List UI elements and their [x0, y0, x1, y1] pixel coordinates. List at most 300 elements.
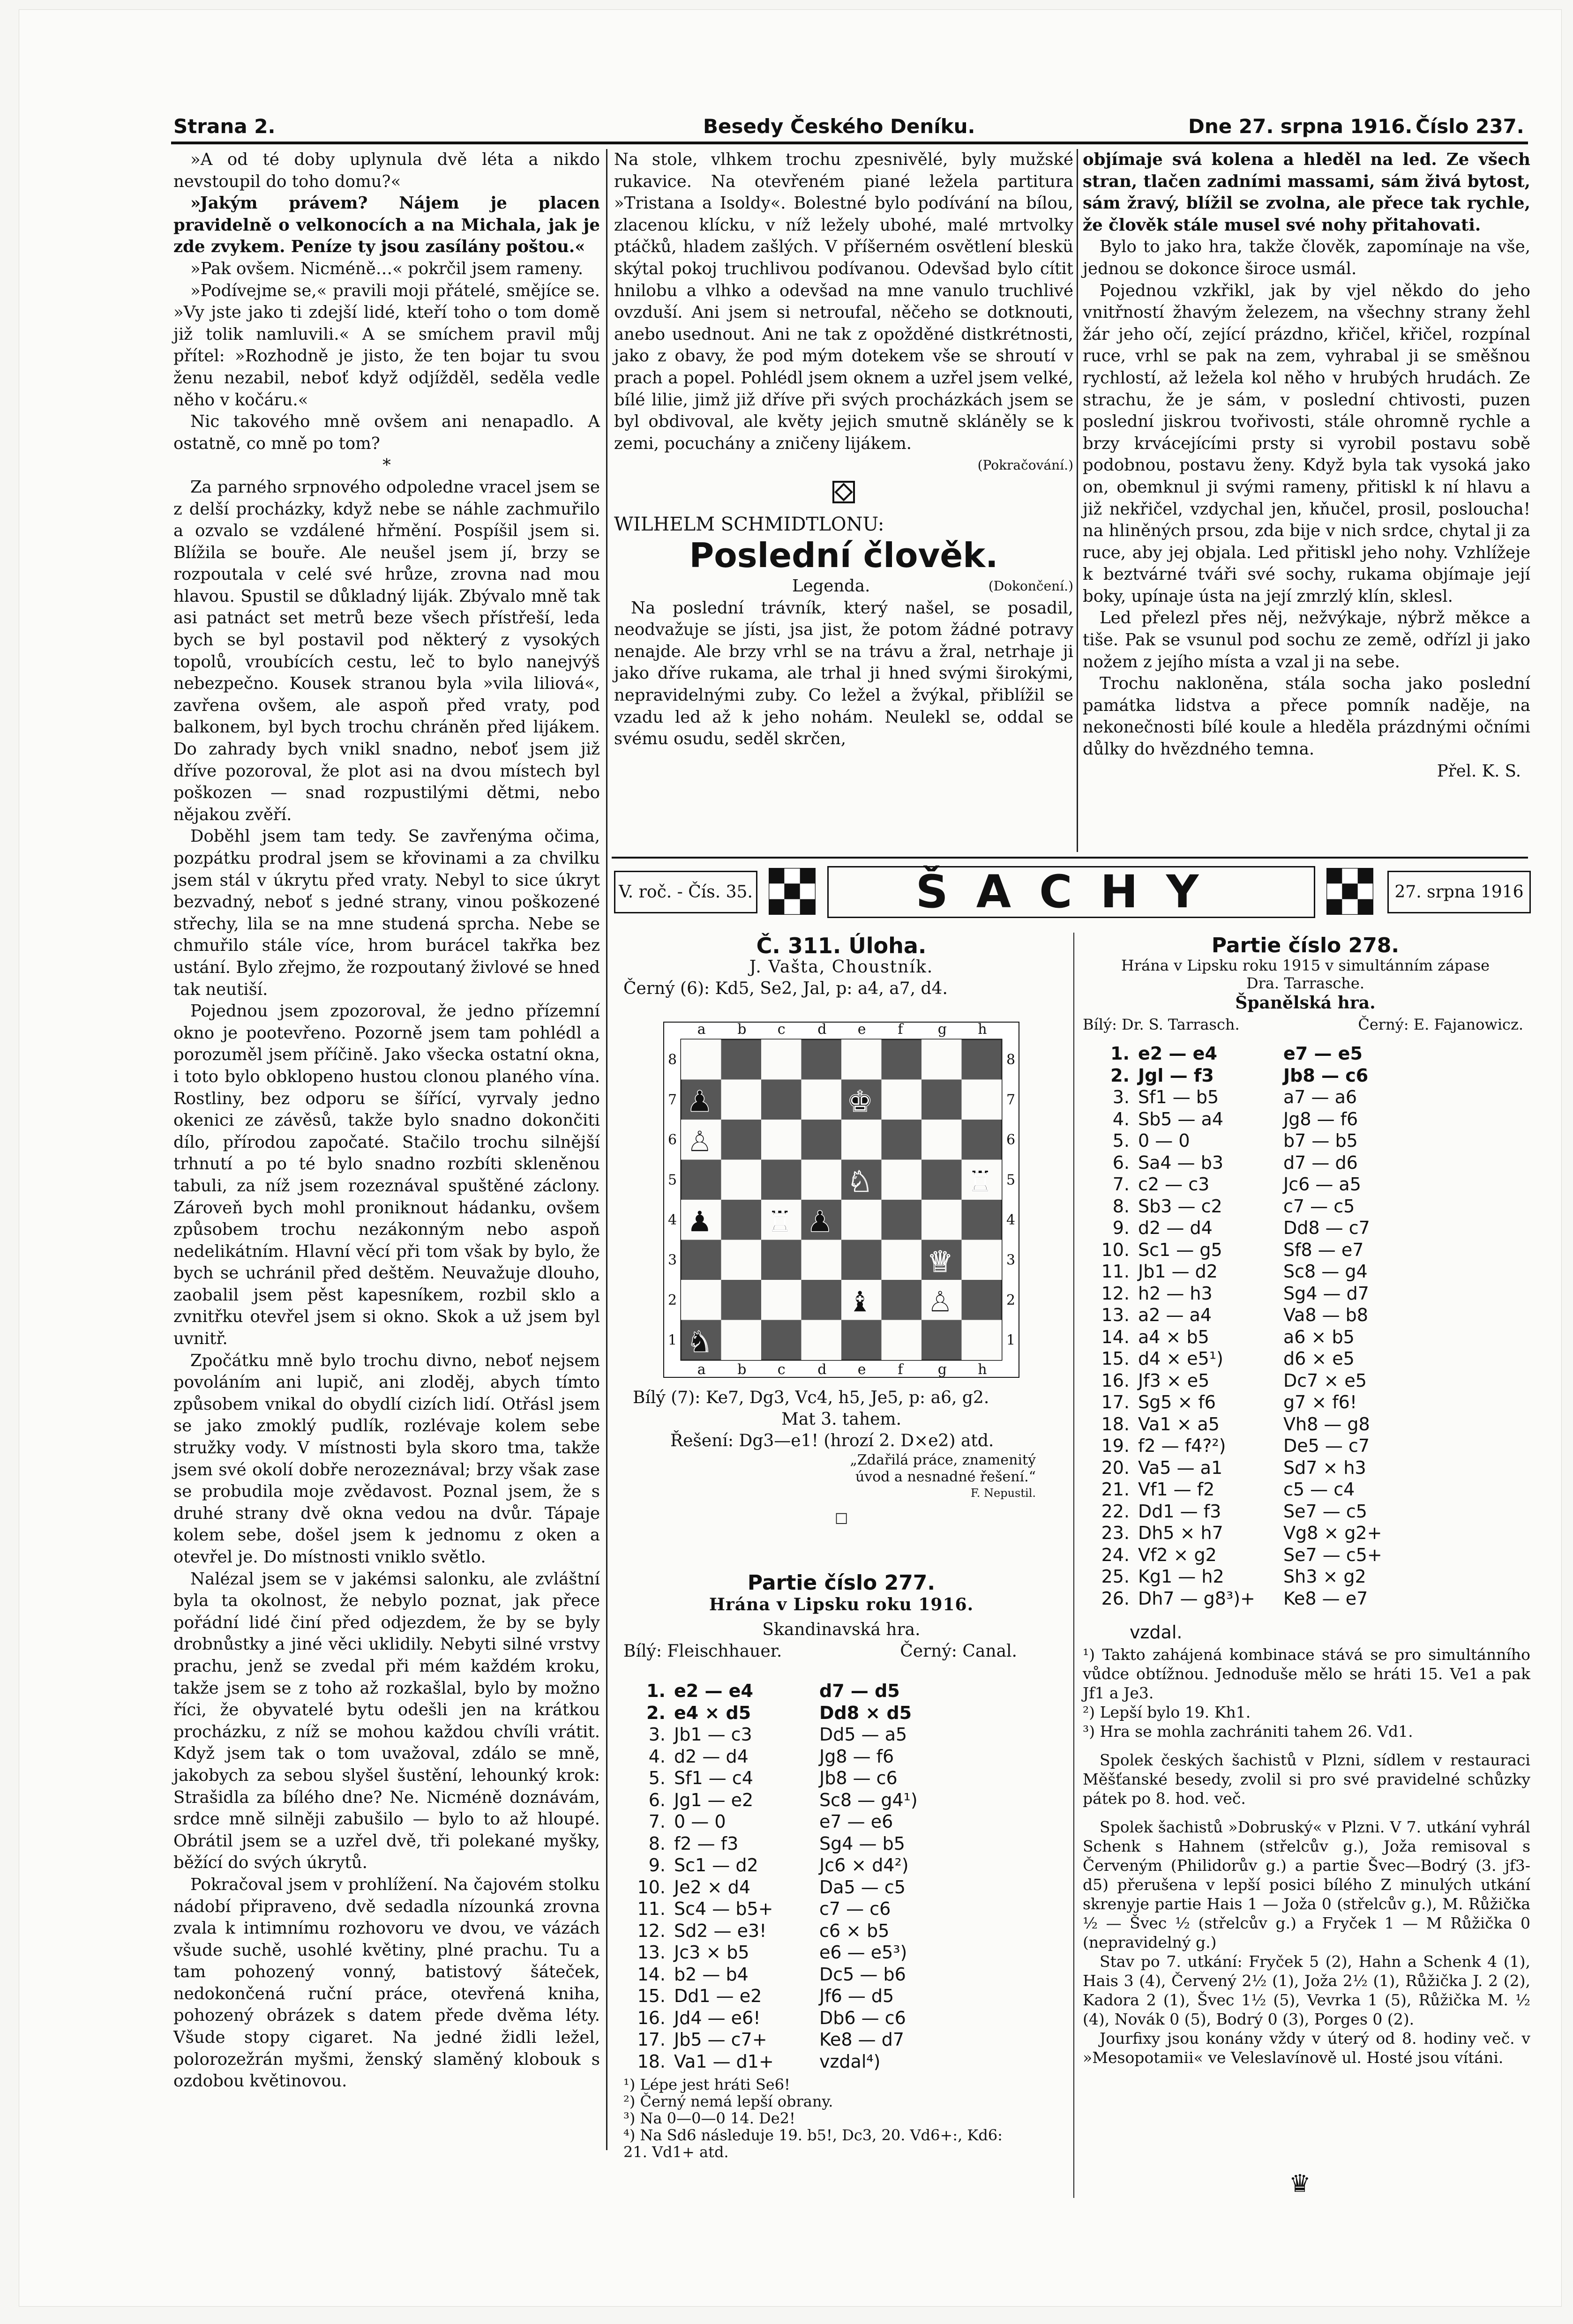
move-row — [628, 1702, 979, 1724]
paragraph: Na poslední trávník, který našel, se posadil, neodvažuje se jísti, jsa jist, že potom žádné potravy nenajde. Ale brzy vrhl se na trávu a žral, netrhaje ji jako dříve rukama, ale trhal ji hned svými širokými, nepravidelnými zuby. Co ležel a žvýkal, přiblížil se vzadu led až k jeho nohám. Neulekl se, oddal se svému osudu, seděl skrčen, — [614, 598, 1073, 749]
paragraph: Nic takového mně ovšem ani nenapadlo. A ostatně, co mně po tom? — [173, 412, 600, 453]
board-square — [882, 1200, 922, 1240]
game-278-notes-and-news — [1083, 1645, 1530, 2198]
file-label: e — [857, 1361, 866, 1378]
move-number: 3. — [1112, 1087, 1130, 1107]
move-number: 5. — [1112, 1130, 1130, 1151]
problem-mate: Mat 3. tahem. — [781, 1410, 902, 1429]
section-separator: * — [382, 456, 391, 475]
move-row — [628, 1724, 979, 1746]
black-move: Jf6 — d5 — [819, 1986, 894, 2006]
white-move: d2 — d4 — [674, 1746, 749, 1767]
white-move: f2 — f3 — [674, 1833, 739, 1854]
column-rule-3 — [1073, 933, 1074, 2198]
move-number: 6. — [648, 1789, 666, 1810]
move-number: 21. — [1101, 1479, 1130, 1500]
rank-label: 1 — [668, 1332, 677, 1349]
story-column-2 — [614, 149, 1073, 847]
checker-icon — [1326, 868, 1373, 915]
board-square — [761, 1240, 801, 1280]
paragraph: Pokračoval jsem v prohlížení. Na čajovém stolku nádobí připraveno, dvě sedadla nízounká zrovna zvala k intimnímu rozhovoru ve dvou, ve vázách všude suchě, usohlé květiny, plné prachu. Tu a tam pohozený vonný, batistový šáteček, nedokončená ruční práce, otevřená kniha, pohozený obrázek s datem přede dvěma léty. Všude stopy cigaret. Na jedné židli ležel, polorozežrán myšmi, ženský slaměný klobouk s ozdobou květinovou. — [173, 1875, 600, 2091]
move-row — [628, 1746, 979, 1768]
white-knight-icon: ♘ — [847, 1164, 873, 1199]
paragraph: Pojednou jsem zpozoroval, že jedno přízemní okno je pootevřeno. Pozorně jsem tam pohlédl a porozuměl jsem příčině. Jako všecka ostatní okna, i toto bylo obklopeno hustou clonou planého vína. Rostliny, bez odporu se šířící, vyrvaly jedno okenici ze závěsů, takže bylo snadno dokončiti dílo, přírodou započaté. Stačilo trochu silnější trhnutí a po té bylo snadno rozbíti skleněnou tabuli, za níž jsem rozeznával spuštěné záclony. Zároveň bych mohl proniknout hádanku, ovšem způsobem trochu nezákonným nebo aspoň nedelikátním. Hlavní věcí při tom však by bylo, že bych se uchránil před deštěm. Neuvažuje dlouho, zaobalil jsem pěst kapesníkem, rozbil sklo a zvnitřku otevřel jsem si okno. Skok a už jsem byl uvnitř. — [173, 1001, 600, 1349]
ornament-icon — [614, 480, 1073, 510]
move-number: 17. — [1101, 1392, 1130, 1412]
black-move: Dd8 × d5 — [819, 1702, 912, 1723]
black-move: Sh3 × g2 — [1283, 1566, 1366, 1587]
section-rule — [612, 857, 1528, 859]
black-move: e6 — e5³) — [819, 1942, 907, 1963]
move-row — [628, 1876, 979, 1898]
column-rule-2 — [1077, 149, 1078, 852]
move-number: 18. — [1101, 1413, 1130, 1435]
move-row — [1092, 1196, 1443, 1218]
board-square — [721, 1200, 762, 1240]
column-rule-1 — [606, 149, 607, 2150]
black-move: Jb8 — c6 — [1283, 1065, 1369, 1086]
continued-label: (Pokračování.) — [977, 457, 1073, 473]
black-move: a7 — a6 — [1283, 1087, 1357, 1107]
black-move: vzdal⁴) — [819, 2051, 881, 2072]
separator-icon: □ — [834, 1509, 848, 1526]
game-278-end: vzdal. — [1130, 1622, 1183, 1643]
paragraph: Bylo to jako hra, takže člověk, zapomínaje na vše, jednou se dokonce široce usmál. — [1083, 237, 1530, 278]
move-number: 4. — [1112, 1108, 1130, 1129]
move-number: 10. — [1101, 1239, 1130, 1260]
board-square — [962, 1280, 1002, 1320]
white-move: Va1 — d1+ — [674, 2051, 774, 2072]
black-move: Jb8 — c6 — [819, 1768, 898, 1788]
game-note: 21. Vd1+ atd. — [623, 2143, 729, 2161]
move-number: 16. — [637, 2007, 666, 2028]
file-label: b — [737, 1361, 747, 1378]
move-row — [1092, 1391, 1443, 1413]
game-title: Partie číslo 278. — [1211, 934, 1400, 957]
black-move: Vg8 × g2+ — [1283, 1523, 1382, 1543]
board-square — [921, 1120, 962, 1160]
translator: Přel. K. S. — [1437, 761, 1521, 781]
crown-ornament-icon: ♛ — [1289, 2170, 1311, 2198]
move-row — [1092, 1217, 1443, 1239]
game-277-moves — [628, 1680, 979, 2072]
white-move: h2 — h3 — [1138, 1283, 1213, 1304]
board-square — [841, 1240, 882, 1280]
black-move: Sc8 — g4 — [1283, 1261, 1368, 1282]
black-move: a6 × b5 — [1283, 1326, 1355, 1347]
white-move: Dd1 — e2 — [674, 1986, 762, 2006]
white-rook-icon: ♖ — [967, 1164, 994, 1199]
black-move: Sg4 — b5 — [819, 1833, 905, 1854]
rank-label: 1 — [1006, 1332, 1016, 1349]
move-number: 11. — [637, 1898, 666, 1919]
white-move: Vf1 — f2 — [1138, 1479, 1215, 1500]
board-square — [721, 1320, 762, 1360]
board-square — [801, 1120, 842, 1160]
black-move: Dc5 — b6 — [819, 1964, 906, 1985]
board-square — [962, 1039, 1002, 1080]
black-bishop-icon: ♝ — [847, 1285, 873, 1319]
move-number: 1. — [1110, 1043, 1130, 1064]
white-move: Dd1 — f3 — [1138, 1501, 1221, 1522]
board-square — [962, 1080, 1002, 1120]
paragraph: Doběhl jsem tam tedy. Se zavřenýma očima, pozpátku prodral jsem se křovinami a za chvilku jsem stál v úkrytu před vraty. Nebyl to sice úkryt bezvadný, neboť s jedné strany, vinou poškozené střechy, lila se na mne studená sprcha. Nebe se chmuřilo stále více, hrom burácel takřka bez ustání. Bylo zřejmo, že rozpoutaný živlové se hned tak neutiší. — [173, 827, 600, 999]
black-move: Va8 — b8 — [1283, 1305, 1368, 1325]
move-row — [628, 1985, 979, 2007]
board-square — [721, 1120, 762, 1160]
story-title: Poslední člověk. — [689, 536, 998, 575]
black-move: g7 × f6! — [1283, 1392, 1357, 1412]
game-278 — [1083, 935, 1528, 1035]
move-row — [1092, 1261, 1443, 1283]
file-label: c — [777, 1361, 786, 1378]
page-header — [173, 115, 1528, 143]
paragraph: Za parného srpnového odpoledne vracel jsem se z delší procházky, když nebe se náhle zachmuřilo a ozvalo se vzdálené hřmění. Pospíšil jsem si. Blížila se bouře. Ale neušel jsem jí, brzy se rozpoutala v celé své hrůze, zrovna nad mou hlavou. Spustil se důkladný liják. Zbývalo mně tak asi patnáct set metrů beze všech přístřeší, leda bych se byl postavil pod některý z vysokých topolů, vroubících cestu, leč to bylo nanejvýš nebezpečno. Kousek stranou byla »vila liliová«, zavřena ovšem, ale aspoň před vraty, pod balkonem, byl bych trochu chráněn před lijákem. Do zahrady bych vnikl snadno, neboť jsem již dříve pozoroval, že plot asi na dvou místech byl poškozen — snad rozpustilými dětmi, nebo nějakou zvěří. — [173, 477, 600, 824]
move-row — [628, 2051, 979, 2073]
move-number: 20. — [1101, 1457, 1130, 1478]
move-number: 8. — [648, 1833, 666, 1854]
white-move: Sc1 — g5 — [1138, 1239, 1222, 1260]
move-number: 11. — [1101, 1261, 1130, 1282]
page-number: Strana 2. — [173, 115, 276, 138]
move-number: 1. — [646, 1681, 666, 1701]
white-move: Sb5 — a4 — [1138, 1108, 1224, 1129]
chess-section-banner — [614, 862, 1530, 921]
move-row — [628, 2029, 979, 2051]
paragraph: »A od té doby uplynula dvě léta a nikdo nevstoupil do toho domu?« — [173, 150, 600, 191]
rank-label: 5 — [668, 1172, 677, 1188]
black-move: De5 — c7 — [1283, 1435, 1370, 1456]
rank-label: 6 — [1006, 1131, 1016, 1148]
paragraph: Nalézal jsem se v jakémsi salonku, ale zvláštní byla ta okolnost, že nebylo poznat, jak přece pořádní lidé činí před odjezdem, že by se byly drobnůstky a jiné věci uklidily. Nebyti silné vrstvy prachu, jenž se zvedal při mém každém kroku, takže jsem se z toho až rozkašlal, bylo by možno říci, že obyvatelé bytu odešli jen na krátkou procházku, z níž se mohou každou chvíli vrátit. Když jsem tak o tom uvažoval, zdálo se mně, jakobych za sebou slyšel šustění, lehounký krok: Strašidla za bílého dne? Ne. Nicméně doznávám, srdce mně silněji zabušilo — bylo to až hloupé. Obrátil jsem se a uzřel dvě, tři polekané myšky, běžící do svých úkrytů. — [173, 1569, 600, 1873]
move-row — [1092, 1522, 1443, 1544]
move-row — [1092, 1065, 1443, 1087]
game-note: ¹) Lépe jest hráti Se6! — [623, 2076, 790, 2093]
paragraph: objímaje svá kolena a hleděl na led. Ze všech stran, tlačen zadními massami, sám živá bytost, sám žravý, blížil se zvolna, ale přece tak rychle, že člověk stále musel své nohy přitahovati. — [1083, 150, 1530, 235]
white-move: Jb5 — c7+ — [674, 2029, 767, 2050]
move-row — [628, 1920, 979, 1942]
file-label: f — [898, 1022, 903, 1038]
board-square — [801, 1320, 842, 1360]
board-square — [882, 1120, 922, 1160]
problem-solution: Řešení: Dg3—e1! (hrozí 2. D×e2) atd. — [670, 1431, 994, 1450]
board-square — [801, 1280, 842, 1320]
white-move: Vf2 × g2 — [1138, 1544, 1217, 1565]
board-square — [761, 1160, 801, 1200]
rank-label: 2 — [1006, 1292, 1016, 1308]
black-king-icon: ♚ — [847, 1084, 873, 1119]
board-square — [962, 1120, 1002, 1160]
rank-label: 8 — [1006, 1051, 1016, 1068]
white-move: Jgl — f3 — [1138, 1065, 1214, 1086]
file-label: f — [898, 1361, 903, 1378]
move-row — [628, 1964, 979, 1986]
black-move: Jc6 × d4²) — [819, 1855, 909, 1876]
game-note: ³) Hra se mohla zachrániti tahem 26. Vd1. — [1083, 1722, 1413, 1741]
move-row — [1092, 1239, 1443, 1261]
white-rook-icon: ♖ — [767, 1204, 793, 1239]
white-move: e2 — e4 — [674, 1681, 753, 1701]
rank-label: 4 — [1006, 1211, 1016, 1228]
move-number: 6. — [1112, 1152, 1130, 1173]
move-row — [1092, 1130, 1443, 1152]
black-move: c6 × b5 — [819, 1920, 890, 1941]
move-number: 13. — [1101, 1305, 1130, 1325]
story-column-3 — [1083, 149, 1530, 847]
paragraph: Na stole, vlhkem trochu zpesnivělé, byly mužské rukavice. Na otevřeném piané ležela partitura »Tristana a Isoldy«. Bolestné bylo podívání na bílou, zlacenou klícku, v níž ležely ubohé, malé mrtvolky ptáčků, hladem zašlých. V příšerném osvětlení bleskü skýtal pokoj truchlivou podívanou. Odevšad bylo cítit hnilobu a vlhko a odevšad na mne vanulo truchlivé ovzduší. Ani jsem si netroufal, něčeho se dotknouti, anebo usednout. Ani ne tak z opožděné distkrétnosti, jako z obavy, že pod mým dotekem vše se shroutí v prach a popel. Pohlédl jsem oknem a uzřel jsem velké, bílé lilie, jimž již dříve při svých procházkách jsem se byl obdivoval, ale květy jejich smutně skláněly se k zemi, pocuchány a zničeny lijákem. — [614, 150, 1073, 453]
move-row — [1092, 1086, 1443, 1108]
white-move: Jb1 — c3 — [674, 1724, 752, 1745]
problem-details — [619, 1387, 1064, 1529]
board-square — [882, 1039, 922, 1080]
move-number: 23. — [1101, 1523, 1130, 1543]
board-square — [882, 1080, 922, 1120]
white-move: Jf3 × e5 — [1138, 1370, 1210, 1391]
move-row — [628, 1811, 979, 1833]
move-number: 9. — [648, 1855, 666, 1876]
game-note: ⁴) Na Sd6 následuje 19. b5!, Dc3, 20. Vd6+:, Kd6: — [623, 2126, 1003, 2144]
move-number: 24. — [1101, 1544, 1130, 1565]
rank-label: 2 — [668, 1292, 677, 1308]
move-row — [1092, 1370, 1443, 1392]
black-move: d7 — d5 — [819, 1681, 900, 1701]
white-move: f2 — f4?²) — [1138, 1435, 1226, 1456]
white-move: Va5 — a1 — [1138, 1457, 1223, 1478]
file-label: c — [777, 1022, 786, 1038]
board-square — [962, 1240, 1002, 1280]
move-row — [1092, 1348, 1443, 1370]
club-news: Stav po 7. utkání: Fryček 5 (2), Hahn a Schenk 4 (1), Hais 3 (4), Červený 2½ (1), Joža 2½ (1), Růžička J. 2 (2), Kadora 2 (1), Švec 1½ (5), Vevrka 1 (5), Růžička M. ½ (4), Novák 0 (5), Bodrý 0 (3), Porges 0 (2). — [1083, 1952, 1530, 2028]
game-note: ¹) Takto zahájená kombinace stává se pro simultánního vůdce obtížnou. Jednoduše mělo se hráti 15. Ve1 a pak Jf1 a Je3. — [1083, 1645, 1530, 1702]
board-square — [681, 1160, 721, 1200]
move-row — [628, 1942, 979, 1964]
board-square — [921, 1160, 962, 1200]
board-square — [841, 1200, 882, 1240]
board-square — [801, 1080, 842, 1120]
rank-label: 7 — [668, 1091, 677, 1108]
board-square — [681, 1240, 721, 1280]
paragraph: »Jakým právem? Nájem je placen pravidelně o velkonocích a na Michala, jak je zde zvykem. Peníze ty jsou zasílány poštou.« — [173, 194, 600, 257]
board-square — [921, 1200, 962, 1240]
game-place: Hrána v Lipsku roku 1916. — [709, 1595, 974, 1614]
paragraph: Zpočátku mně bylo trochu divno, neboť nejsem povoláním ani lupič, ani zloděj, abych tímto způsobem vnikal do obydlí cizích lidí. Otřásl jsem se jako zmoklý pudlík, rozlévaje kolem sebe stružky vody. V místnosti byla skoro tma, takže jsem své okolí dobře nerozeznával; brzy však zase se probudila moje zvědavost. Poznal jsem, že s druhé strany dvě okna vedou na dvůr. Tápaje kolem sebe, došel jsem k jednomu z oken a otevřel je. Do místnosti vniklo světlo. — [173, 1351, 600, 1567]
paragraph: Pojednou vzkřikl, jak by vjel někdo do jeho vnitřností žhavým železem, na všechny strany žehl žár jeho očí, zející prázdno, křičel, křičel, rozpínal ruce, vrhl se pak na zem, vyhrabal ji se směšnou rychlostí, až ležela kol něho v hrubých hrudách. Ze strachu, že je sám, v poslední chtivosti, puzen poslední jiskrou tvořivosti, stále ohromně rychle a brzy krvácejícími prsty si vyrobil postavu sobě podobnou, postavu ženy. Když byla tak vysoká jako on, obemknul ji svými rameny, přitiskl k ní hlavu a již nekřičel, vzdychal jen, kňučel, prosil, posloucha! na hliněných prsou, zda bije v nich srdce, chytal ji za ruce, aby jej objala. Led přitiskl jeho nohy. Vzhlížeje k beztvárné tváři své sochy, rukama objímaje její boky, upínaje ústa na její zmrzlý klín, sklesl. — [1083, 281, 1530, 606]
board-square — [801, 1160, 842, 1200]
move-number: 12. — [1101, 1283, 1130, 1304]
file-label: b — [737, 1022, 747, 1038]
chess-problem — [619, 935, 1064, 1000]
board-square — [841, 1039, 882, 1080]
story-column-1 — [173, 149, 600, 2145]
paragraph: »Pak ovšem. Nicméně…« pokrčil jsem rameny. — [190, 259, 584, 278]
board-square — [921, 1080, 962, 1120]
game-277 — [619, 1572, 1064, 1662]
header-rule — [171, 142, 1528, 144]
game-277-notes — [623, 2076, 1073, 2160]
black-move: d7 — d6 — [1283, 1152, 1358, 1173]
black-move: Vh8 — g8 — [1283, 1413, 1370, 1435]
white-move: a4 × b5 — [1138, 1326, 1209, 1347]
club-news: Spolek českých šachistů v Plzni, sídlem v restauraci Měšťanské besedy, zvolil si pro své pravidelné schůzky pátek po 8. hod. več. — [1083, 1751, 1530, 1808]
white-queen-icon: ♕ — [927, 1244, 953, 1279]
white-move: Sg5 × f6 — [1138, 1392, 1216, 1412]
problem-white-pieces: Bílý (7): Ke7, Dg3, Vc4, h5, Je5, p: a6, g2. — [633, 1388, 989, 1407]
white-move: Kg1 — h2 — [1138, 1566, 1224, 1587]
paragraph: »Podívejme se,« pravili moji přátelé, smějíce se. »Vy jste jako ti zdejší lidé, kteří toho o tom domě již tolik namluvili.« A se smíchem pravil můj přítel: »Rozhodně je jisto, že ten bojar tu svou ženu nezabil, neboť když odjížděl, seděla vedle něho v kočáru.« — [173, 281, 600, 410]
black-move: Sd7 × h3 — [1283, 1457, 1366, 1478]
move-row — [1092, 1283, 1443, 1305]
black-pawn-icon: ♟ — [687, 1204, 713, 1239]
board-square — [882, 1320, 922, 1360]
board-square — [721, 1280, 762, 1320]
white-move: Jd4 — e6! — [674, 2007, 761, 2028]
white-move: Sd2 — e3! — [674, 1920, 767, 1941]
rank-label: 6 — [668, 1131, 677, 1148]
club-news: Spolek šachistů »Dobruský« v Plzni. V 7. utkání vyhrál Schenk s Hahnem (střelcův g.), Joža remisoval s Červeným (Philidorův g.) a partie Švec—Bodrý (3. jf3-d5) přerušena v lepší posici bílého Z minulých utkání skrenyje partie Hais 1 — Joža 0 (střelcův g.), M. Růžička ½ — Švec ½ (střelcův g.) a Fryček 1 — M Růžička 0 (nepravidelný g.) — [1083, 1818, 1530, 1951]
problem-praise-1: „Zdařilá práce, znamenitý — [850, 1452, 1036, 1468]
game-note: ²) Lepší bylo 19. Kh1. — [1083, 1703, 1251, 1721]
white-move: Va1 × a5 — [1138, 1413, 1220, 1435]
move-number: 13. — [637, 1942, 666, 1963]
white-move: Dh7 — g8³)+ — [1138, 1588, 1255, 1609]
board-square — [761, 1039, 801, 1080]
move-row — [1092, 1588, 1443, 1610]
newspaper-name: Besedy Českého Deníku. — [703, 115, 975, 138]
white-move: 0 — 0 — [674, 1811, 726, 1832]
white-move: a2 — a4 — [1138, 1305, 1212, 1325]
board-square — [801, 1039, 842, 1080]
white-move: Je2 × d4 — [674, 1876, 751, 1898]
black-move: Dd5 — a5 — [819, 1724, 907, 1745]
black-pawn-icon: ♟ — [687, 1084, 713, 1119]
problem-praise-2: úvod a nesnadné řešení.“ — [855, 1469, 1036, 1485]
move-row — [1092, 1173, 1443, 1196]
white-move: Sc1 — d2 — [674, 1855, 758, 1876]
black-move: b7 — b5 — [1283, 1130, 1358, 1151]
board-square — [882, 1160, 922, 1200]
move-row — [1092, 1413, 1443, 1435]
volume-box: V. roč. - Čís. 35. — [614, 871, 757, 913]
game-opening: Španělská hra. — [1235, 993, 1376, 1013]
black-move: Jg8 — f6 — [819, 1746, 894, 1767]
move-number: 18. — [637, 2051, 666, 2072]
game-white-player: Bílý: Dr. S. Tarrasch. — [1083, 1016, 1240, 1033]
black-move: Sc8 — g4¹) — [819, 1789, 918, 1810]
club-news: Jourfixy jsou konány vždy v úterý od 8. hodiny več. v »Mesopotamii« ve Veleslavínově ul. Hosté jsou vítáni. — [1083, 2029, 1530, 2067]
move-row — [1092, 1043, 1443, 1065]
move-number: 26. — [1101, 1588, 1130, 1609]
white-move: c2 — c3 — [1138, 1174, 1210, 1195]
board-square — [721, 1039, 762, 1080]
file-label: g — [937, 1022, 947, 1038]
black-move: e7 — e6 — [819, 1811, 893, 1832]
move-row — [628, 1789, 979, 1811]
game-place-2: Dra. Tarrasche. — [1246, 974, 1365, 992]
white-move: 0 — 0 — [1138, 1130, 1190, 1151]
move-number: 15. — [637, 1986, 666, 2006]
black-move: c5 — c4 — [1283, 1479, 1355, 1500]
white-move: d2 — d4 — [1138, 1218, 1213, 1238]
move-row — [1092, 1544, 1443, 1566]
issue-date: Dne 27. srpna 1916. — [1188, 115, 1413, 138]
move-number: 8. — [1112, 1196, 1130, 1217]
move-number: 9. — [1112, 1218, 1130, 1238]
move-row — [1092, 1501, 1443, 1523]
move-row — [1092, 1304, 1443, 1326]
board-square — [681, 1039, 721, 1080]
file-label: a — [697, 1361, 706, 1378]
board-square — [962, 1200, 1002, 1240]
rank-label: 7 — [1006, 1091, 1016, 1108]
move-number: 2. — [1110, 1065, 1130, 1086]
board-square — [962, 1320, 1002, 1360]
move-row — [1092, 1435, 1443, 1457]
section-title: ŠACHY — [827, 866, 1315, 918]
black-move: Dd8 — c7 — [1283, 1218, 1370, 1238]
board-square — [761, 1320, 801, 1360]
move-number: 17. — [637, 2029, 666, 2050]
white-move: Dh5 × h7 — [1138, 1523, 1223, 1543]
board-square — [882, 1240, 922, 1280]
black-move: Sf8 — e7 — [1283, 1239, 1364, 1260]
file-label: h — [978, 1022, 987, 1038]
game-white-player: Bílý: Fleischhauer. — [623, 1642, 782, 1661]
move-row — [628, 1680, 979, 1702]
problem-solver: F. Nepustil. — [970, 1487, 1036, 1500]
black-move: Se7 — c5+ — [1283, 1544, 1382, 1565]
black-move: Jc6 — a5 — [1283, 1174, 1361, 1195]
black-move: c7 — c6 — [819, 1898, 891, 1919]
move-number: 5. — [648, 1768, 666, 1788]
game-title: Partie číslo 277. — [747, 1571, 936, 1595]
move-row — [1092, 1566, 1443, 1588]
white-pawn-icon: ♙ — [927, 1285, 953, 1319]
board-square — [721, 1240, 762, 1280]
move-number: 10. — [637, 1876, 666, 1898]
file-label: d — [817, 1361, 827, 1378]
white-move: b2 — b4 — [674, 1964, 749, 1985]
black-move: e7 — e5 — [1283, 1043, 1363, 1064]
rank-label: 8 — [668, 1051, 677, 1068]
game-black-player: Černý: Canal. — [900, 1642, 1017, 1661]
black-knight-icon: ♞ — [687, 1324, 713, 1359]
chess-board — [663, 1022, 1019, 1378]
move-row — [628, 1767, 979, 1789]
board-square — [801, 1240, 842, 1280]
date-box: 27. srpna 1916 — [1387, 871, 1531, 913]
story-subtitle: Legenda. — [792, 576, 870, 596]
white-move: Jb1 — d2 — [1138, 1261, 1218, 1282]
move-number: 19. — [1101, 1435, 1130, 1456]
checker-icon — [769, 868, 816, 915]
rank-label: 5 — [1006, 1172, 1016, 1188]
board-square — [921, 1039, 962, 1080]
move-row — [1092, 1152, 1443, 1174]
board-square — [761, 1280, 801, 1320]
board-square — [761, 1120, 801, 1160]
black-move: Ke8 — d7 — [819, 2029, 905, 2050]
move-row — [628, 1854, 979, 1876]
move-row — [628, 1833, 979, 1855]
game-note: ³) Na 0—0—0 14. De2! — [623, 2109, 795, 2127]
white-move: Jc3 × b5 — [674, 1942, 749, 1963]
file-label: e — [857, 1022, 866, 1038]
white-pawn-icon: ♙ — [687, 1124, 713, 1158]
white-move: Sf1 — c4 — [674, 1768, 753, 1788]
white-move: e2 — e4 — [1138, 1043, 1217, 1064]
problem-number: Č. 311. Úloha. — [756, 933, 927, 958]
move-row — [628, 2007, 979, 2029]
